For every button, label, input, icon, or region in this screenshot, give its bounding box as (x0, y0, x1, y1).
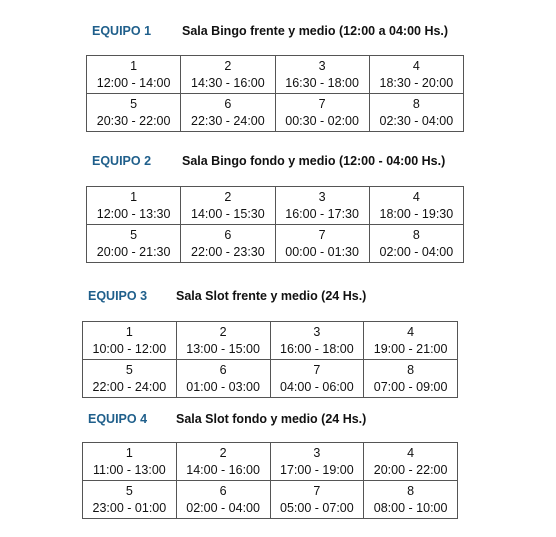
shift-time: 18:30 - 20:00 (379, 75, 454, 90)
shift-cell (364, 481, 458, 519)
shift-cell (176, 322, 270, 360)
shift-time: 12:00 - 14:00 (96, 75, 171, 90)
shift-time: 08:00 - 10:00 (373, 500, 448, 515)
team-title: Sala Bingo fondo y medio (12:00 - 04:00 Hs.) (182, 154, 446, 168)
shift-cell (369, 56, 463, 94)
shift-number: 4 (407, 324, 415, 339)
shift-time: 13:00 - 15:00 (186, 341, 260, 356)
shift-number: 4 (407, 445, 415, 460)
shift-time: 11:00 - 13:00 (93, 462, 166, 477)
shift-number: 6 (224, 227, 232, 242)
shift-cell (275, 225, 369, 263)
shift-cell (364, 443, 458, 481)
shift-cell (181, 187, 275, 225)
shift-number: 6 (219, 362, 227, 377)
table-row (83, 322, 458, 360)
shift-number: 7 (318, 227, 326, 242)
shift-number: 5 (130, 227, 138, 242)
shift-number: 1 (130, 189, 138, 204)
shift-time: 20:00 - 22:00 (373, 462, 448, 477)
shift-time: 00:30 - 02:00 (285, 113, 359, 128)
shift-cell (83, 443, 177, 481)
shift-cell (181, 225, 275, 263)
shift-number: 5 (125, 362, 133, 377)
team-header (92, 152, 151, 170)
table-row (87, 56, 464, 94)
shift-time: 22:30 - 24:00 (191, 113, 265, 128)
shift-time: 14:00 - 15:30 (191, 206, 265, 221)
shift-number: 8 (407, 483, 415, 498)
shift-number: 2 (224, 58, 232, 73)
shift-time: 20:30 - 22:00 (96, 113, 171, 128)
shift-number: 2 (224, 189, 232, 204)
shift-cell (369, 187, 463, 225)
shift-time: 02:30 - 04:00 (379, 113, 454, 128)
shift-cell (176, 443, 270, 481)
shift-number: 5 (130, 96, 138, 111)
shift-time: 10:00 - 12:00 (92, 341, 167, 356)
shift-cell (364, 360, 458, 398)
shift-time: 16:00 - 17:30 (285, 206, 359, 221)
shift-time: 04:00 - 06:00 (280, 379, 354, 394)
shift-number: 7 (318, 96, 326, 111)
shift-time: 16:30 - 18:00 (285, 75, 359, 90)
shift-number: 3 (313, 324, 321, 339)
shift-number: 6 (219, 483, 227, 498)
shift-cell (275, 187, 369, 225)
shift-number: 8 (412, 96, 420, 111)
shift-time: 14:00 - 16:00 (186, 462, 260, 477)
shift-cell (87, 56, 181, 94)
shift-time: 19:00 - 21:00 (373, 341, 448, 356)
shift-table (82, 442, 458, 519)
shift-number: 4 (412, 58, 420, 73)
shift-time: 02:00 - 04:00 (186, 500, 260, 515)
shift-cell (87, 94, 181, 132)
shift-cell (87, 187, 181, 225)
shift-cell (181, 94, 275, 132)
shift-cell (369, 225, 463, 263)
shift-time: 22:00 - 24:00 (92, 379, 167, 394)
team-header (92, 22, 151, 40)
shift-cell (83, 360, 177, 398)
team-title: Sala Slot frente y medio (24 Hs.) (176, 289, 367, 303)
team-title-wrap (176, 287, 366, 305)
shift-cell (176, 360, 270, 398)
shift-number: 2 (219, 324, 227, 339)
shift-table (86, 186, 464, 263)
table-row (87, 225, 464, 263)
shift-cell (83, 481, 177, 519)
team-title: Sala Bingo frente y medio (12:00 a 04:00 Hs.) (182, 24, 449, 38)
shift-number: 7 (313, 362, 321, 377)
shift-time: 18:00 - 19:30 (379, 206, 454, 221)
shift-number: 1 (125, 324, 133, 339)
shift-number: 7 (313, 483, 321, 498)
table-row (87, 94, 464, 132)
team-title-wrap (182, 152, 445, 170)
shift-number: 5 (125, 483, 133, 498)
shift-cell (270, 322, 364, 360)
shift-cell (275, 56, 369, 94)
table-row (83, 360, 458, 398)
table-row (83, 443, 458, 481)
shift-number: 8 (412, 227, 420, 242)
shift-time: 14:30 - 16:00 (191, 75, 265, 90)
team-header (88, 410, 147, 428)
shift-time: 17:00 - 19:00 (280, 462, 354, 477)
table-row (87, 187, 464, 225)
shift-time: 22:00 - 23:30 (191, 244, 265, 259)
shift-cell (270, 481, 364, 519)
shift-number: 2 (219, 445, 227, 460)
team-name: EQUIPO 2 (92, 154, 152, 168)
shift-cell (181, 56, 275, 94)
shift-table (82, 321, 458, 398)
shift-number: 1 (125, 445, 133, 460)
team-name: EQUIPO 4 (88, 412, 148, 426)
team-header (88, 287, 147, 305)
shift-cell (87, 225, 181, 263)
team-title-wrap (182, 22, 448, 40)
shift-number: 3 (318, 58, 326, 73)
team-title: Sala Slot fondo y medio (24 Hs.) (176, 412, 367, 426)
shift-cell (275, 94, 369, 132)
shift-table (86, 55, 464, 132)
team-name: EQUIPO 1 (92, 24, 152, 38)
shift-number: 3 (318, 189, 326, 204)
team-title-wrap (176, 410, 366, 428)
shift-cell (364, 322, 458, 360)
shift-time: 07:00 - 09:00 (373, 379, 448, 394)
team-name: EQUIPO 3 (88, 289, 148, 303)
shift-number: 1 (130, 58, 138, 73)
shift-cell (83, 322, 177, 360)
shift-time: 16:00 - 18:00 (280, 341, 354, 356)
shift-number: 4 (412, 189, 420, 204)
shift-number: 6 (224, 96, 232, 111)
shift-number: 8 (407, 362, 415, 377)
shift-cell (369, 94, 463, 132)
shift-time: 12:00 - 13:30 (96, 206, 171, 221)
shift-number: 3 (313, 445, 321, 460)
shift-time: 20:00 - 21:30 (96, 244, 171, 259)
table-row (83, 481, 458, 519)
shift-time: 05:00 - 07:00 (280, 500, 354, 515)
shift-time: 23:00 - 01:00 (92, 500, 167, 515)
shift-time: 02:00 - 04:00 (379, 244, 454, 259)
shift-cell (270, 360, 364, 398)
shift-time: 00:00 - 01:30 (285, 244, 359, 259)
shift-cell (270, 443, 364, 481)
shift-cell (176, 481, 270, 519)
shift-time: 01:00 - 03:00 (186, 379, 260, 394)
